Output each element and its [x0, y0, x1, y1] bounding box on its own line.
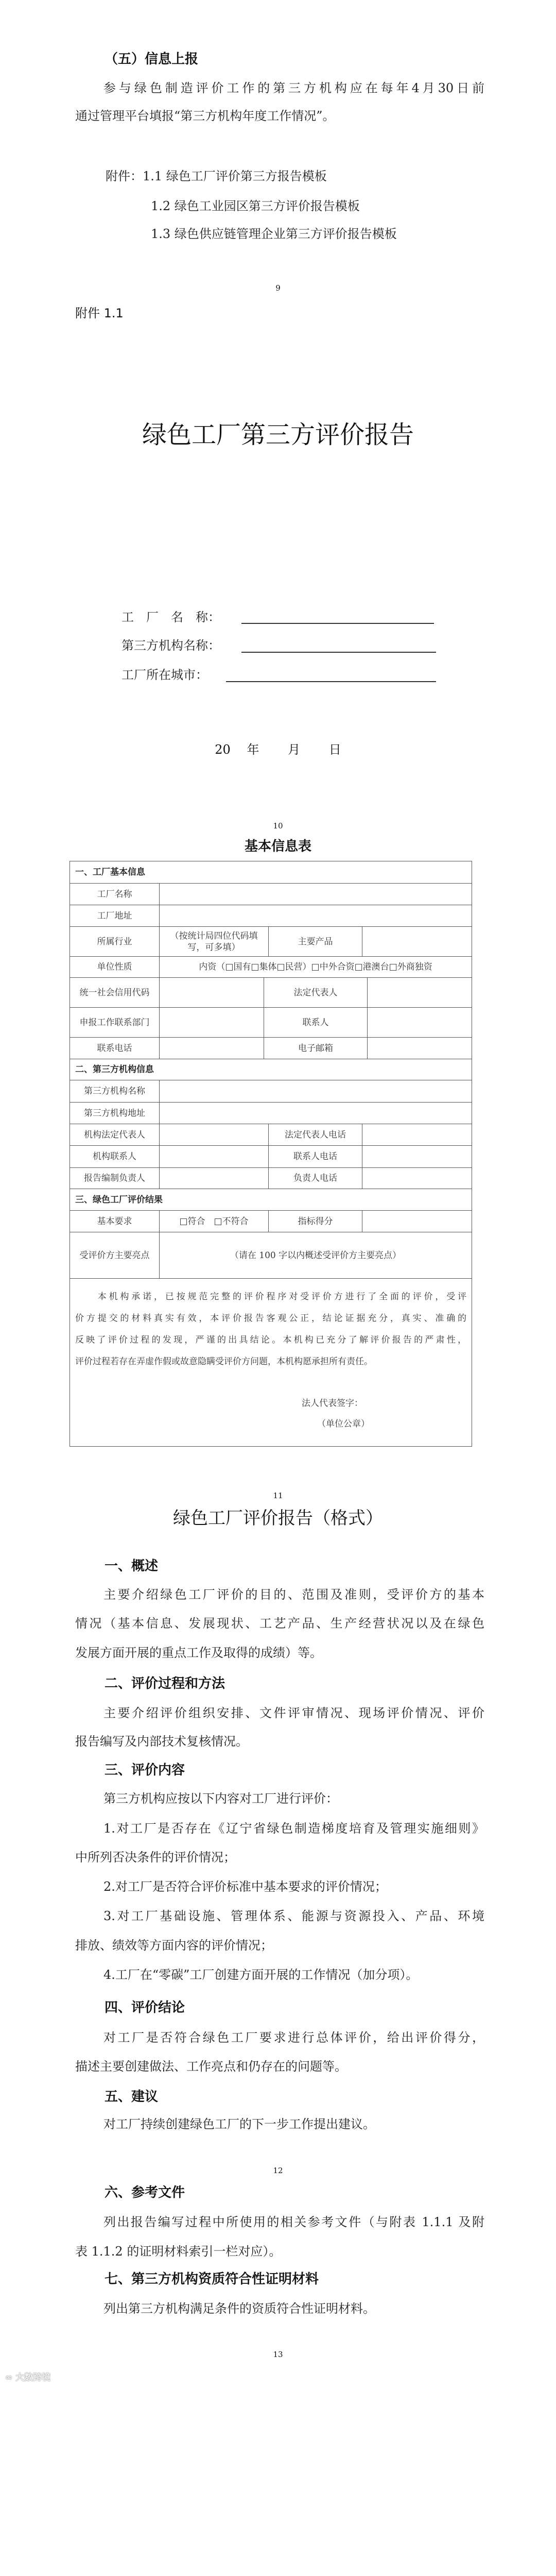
label-org-name: 第三方机构名称 [70, 1080, 160, 1103]
heading-references: 六、参考文件 [105, 2185, 185, 2200]
attachment-item-3: 1.3 绿色供应链管理企业第三方评价报告模板 [151, 227, 397, 241]
input-email[interactable] [368, 1038, 472, 1059]
label-contact-person: 联系人 [264, 1008, 368, 1038]
table-title: 基本信息表 [244, 839, 311, 854]
heading-suggestions: 五、建议 [105, 2089, 159, 2105]
input-factory-address[interactable] [160, 905, 472, 927]
input-org-name[interactable] [160, 1080, 472, 1103]
input-contact-phone2[interactable] [362, 1146, 472, 1168]
paragraph-line: 列出报告编写过程中所使用的相关参考文件（与附表 1.1.1 及附 [103, 2215, 484, 2229]
paragraph-line: 发展方面开展的重点工作及取得的成绩）等。 [75, 1646, 322, 1660]
field-label-factory-name: 工 厂 名 称： [121, 610, 220, 624]
paragraph-line: 情况（基本信息、发展现状、工艺产品、生产经营状况以及在绿色 [75, 1616, 484, 1631]
attachment-item-1: 附件：1.1 绿色工厂评价第三方报告模板 [106, 169, 327, 183]
label-factory-address: 工厂地址 [70, 905, 160, 927]
input-lead-phone[interactable] [362, 1168, 472, 1189]
label-org-legal-rep: 机构法定代表人 [70, 1124, 160, 1146]
label-index-score: 指标得分 [269, 1211, 362, 1232]
report-format-title: 绿色工厂评价报告（格式） [173, 1508, 383, 1529]
watermark-text: 大数跨境 [15, 2372, 51, 2383]
paragraph-line: 第三方机构应按以下内容对工厂进行评价： [103, 1791, 338, 1806]
section-org-info: 二、第三方机构信息 [70, 1059, 472, 1080]
input-legal-rep-phone[interactable] [362, 1124, 472, 1146]
label-legal-rep: 法定代表人 [264, 978, 368, 1008]
paragraph-line: 主要介绍绿色工厂评价的目的、范围及准则，受评价方的基本 [103, 1587, 484, 1602]
paragraph-line: 对工厂是否符合绿色工厂要求进行总体评价，给出评价得分， [103, 2030, 484, 2045]
label-org-contact: 机构联系人 [70, 1146, 160, 1168]
field-underline-factory-name[interactable] [241, 623, 434, 624]
heading-overview: 一、概述 [105, 1558, 159, 1574]
label-contact-phone: 联系电话 [70, 1038, 160, 1059]
page-number: 9 [275, 283, 281, 293]
input-org-contact[interactable] [160, 1146, 269, 1168]
label-org-address: 第三方机构地址 [70, 1103, 160, 1124]
input-factory-name[interactable] [160, 884, 472, 905]
heading-content: 三、评价内容 [105, 1762, 185, 1778]
section-heading-info-report: （五）信息上报 [105, 52, 199, 67]
input-credit-code[interactable] [160, 978, 264, 1008]
input-main-products[interactable] [362, 927, 472, 957]
input-contact-phone[interactable] [160, 1038, 264, 1059]
field-label-org-name: 第三方机构名称： [121, 638, 220, 653]
field-underline-org-name[interactable] [241, 652, 436, 653]
list-item-4: 4.工厂在“零碳”工厂创建方面开展的工作情况（加分项）。 [103, 1968, 419, 1982]
paragraph-line: 列出第三方机构满足条件的资质符合性证明材料。 [103, 2301, 375, 2316]
attachment-item-2: 1.2 绿色工业园区第三方评价报告模板 [151, 199, 360, 213]
input-legal-rep[interactable] [368, 978, 472, 1008]
heading-qualification: 七、第三方机构资质符合性证明材料 [105, 2272, 319, 2287]
label-industry: 所属行业 [70, 927, 160, 957]
commitment-line: 评价过程若存在弄虚作假或故意隐瞒受评价方问题，本机构愿承担所有责任。 [75, 1357, 373, 1367]
list-item-1: 1.对工厂是否存在《辽宁省绿色制造梯度培育及管理实施细则》 [103, 1821, 484, 1836]
label-highlights: 受评价方主要亮点 [70, 1232, 160, 1279]
paragraph-line: 通过管理平台填报“第三方机构年度工作情况”。 [75, 109, 335, 123]
section-factory-info: 一、工厂基本信息 [70, 861, 472, 884]
input-highlights[interactable]: （请在 100 字以内概述受评价方主要亮点） [160, 1232, 472, 1279]
paragraph-line: 报告编写及内部技术复核情况。 [75, 1734, 248, 1749]
commitment-line: 反映了评价过程的发现，严谨的出具结论。本机构已充分了解评价报告的严肃性， [75, 1335, 467, 1345]
input-contact-dept[interactable] [160, 1008, 264, 1038]
basic-info-table [70, 861, 472, 1447]
paragraph-line: 主要介绍评价组织安排、文件评审情况、现场评价情况、评价 [103, 1706, 484, 1720]
input-industry[interactable]: （按统计局四位代码填写，可多填） [160, 927, 269, 957]
label-contact-phone2: 联系人电话 [269, 1146, 362, 1168]
checkbox-group-basic-req[interactable]: □符合 □不符合 [160, 1211, 269, 1232]
input-contact-person[interactable] [368, 1008, 472, 1038]
commitment-line: 本机构承诺，已按规范完整的评价程序对受评价方进行了全面的评价，受评 [75, 1292, 467, 1302]
label-lead-phone: 负责人电话 [269, 1168, 362, 1189]
commitment-line: 价方提交的材料真实有效，本评价报告客观公正，结论证据充分，真实、准确的 [75, 1313, 467, 1324]
paragraph-line: 参与绿色制造评价工作的第三方机构应在每年4月30日前 [103, 81, 484, 95]
list-item-3-cont: 排放、绩效等方面内容的评价情况； [75, 1938, 273, 1953]
checkbox-group-unit-nature[interactable]: 内资（□国有□集体□民营）□中外合资□港澳台□外商独资 [160, 957, 472, 978]
paragraph-line: 表 1.1.2 的证明材料索引一栏对应）。 [75, 2244, 282, 2259]
heading-process: 二、评价过程和方法 [105, 1676, 225, 1691]
report-date: 20 年 月 日 [215, 742, 341, 757]
label-credit-code: 统一社会信用代码 [70, 978, 160, 1008]
list-item-2: 2.对工厂是否符合评价标准中基本要求的评价情况； [103, 1879, 387, 1894]
page-number: 10 [273, 821, 283, 831]
heading-conclusion: 四、评价结论 [105, 2000, 185, 2015]
input-index-score[interactable] [362, 1211, 472, 1232]
commitment-statement [70, 1279, 472, 1447]
label-unit-nature: 单位性质 [70, 957, 160, 978]
seal-label: （单位公章） [317, 1419, 370, 1429]
signature-label: 法人代表签字： [302, 1398, 363, 1409]
section-eval-result: 三、绿色工厂评价结果 [70, 1189, 472, 1211]
attachment-tag: 附件 1.1 [75, 306, 124, 320]
paragraph-line: 描述主要创建做法、工作亮点和仍存在的问题等。 [75, 2059, 347, 2074]
page-number: 12 [273, 2166, 283, 2175]
cover-title: 绿色工厂第三方评价报告 [142, 420, 414, 449]
watermark-glyph-icon: ∞ [5, 2372, 16, 2383]
watermark-logo [5, 2370, 50, 2383]
label-legal-rep-phone: 法定代表人电话 [269, 1124, 362, 1146]
field-underline-city[interactable] [226, 681, 436, 682]
list-item-3: 3.对工厂基础设施、管理体系、能源与资源投入、产品、环境 [103, 1909, 484, 1923]
label-main-products: 主要产品 [269, 927, 362, 957]
list-item-1-cont: 中所列否决条件的评价情况； [75, 1850, 236, 1865]
label-email: 电子邮箱 [264, 1038, 368, 1059]
label-factory-name: 工厂名称 [70, 884, 160, 905]
label-contact-dept: 申报工作联系部门 [70, 1008, 160, 1038]
label-report-lead: 报告编制负责人 [70, 1168, 160, 1189]
page-number: 13 [273, 2350, 283, 2359]
input-org-legal-rep[interactable] [160, 1124, 269, 1146]
input-org-address[interactable] [160, 1103, 472, 1124]
page-number: 11 [273, 1491, 283, 1500]
paragraph-line: 对工厂持续创建绿色工厂的下一步工作提出建议。 [103, 2117, 375, 2131]
input-report-lead[interactable] [160, 1168, 269, 1189]
field-label-city: 工厂所在城市： [121, 668, 208, 682]
label-basic-req: 基本要求 [70, 1211, 160, 1232]
